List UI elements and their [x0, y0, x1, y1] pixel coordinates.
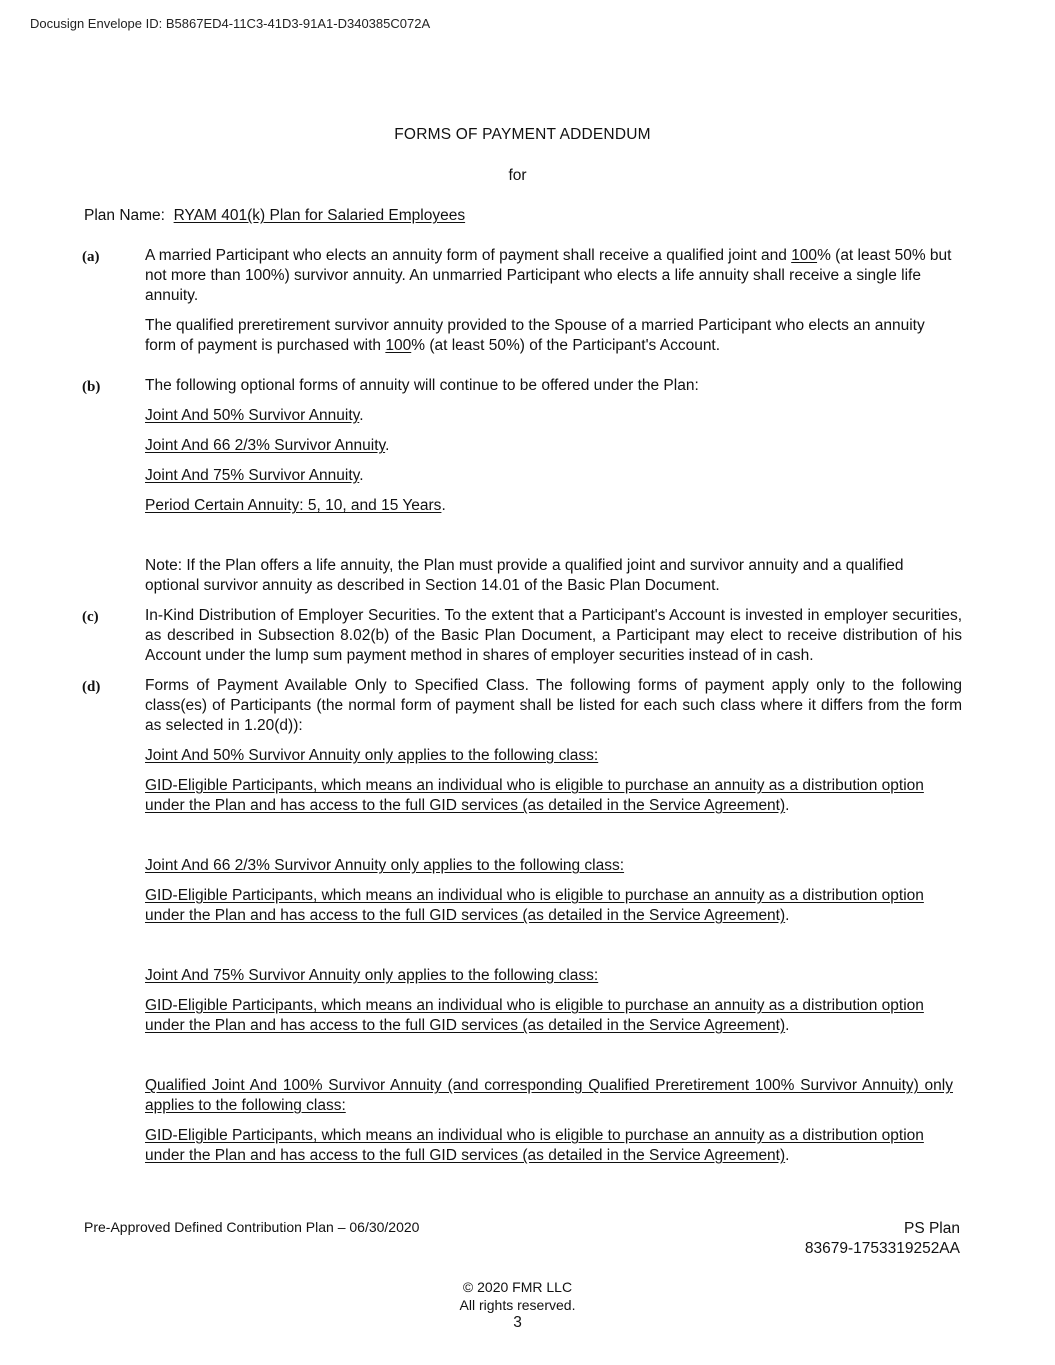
footer-plan-id [805, 1219, 960, 1259]
class-description [145, 776, 953, 816]
period: . [785, 1017, 790, 1034]
class-heading: Joint And 50% Survivor Annuity only applies to the following class: [145, 747, 599, 764]
period: . [785, 1147, 790, 1164]
copyright-block [0, 1278, 1035, 1314]
annuity-option [145, 496, 953, 516]
envelope-id: Docusign Envelope ID: B5867ED4-11C3-41D3-91A1-D340385C072A [30, 16, 431, 31]
section-b-label: (b) [82, 379, 101, 395]
plan-name-line [84, 207, 465, 225]
class-description [145, 1126, 953, 1166]
footer-plan-type: Pre-Approved Defined Contribution Plan – 06/30/2020 [84, 1219, 420, 1235]
class-description-text: GID-Eligible Participants, which means an individual who is eligible to purchase an annuity as a distribution option under the Plan and has access to the full GID services (as detailed in the Service Agreement) [145, 887, 924, 924]
annuity-option-label: Joint And 66 2/3% Survivor Annuity [145, 437, 386, 454]
class-heading: Joint And 75% Survivor Annuity only applies to the following class: [145, 967, 599, 984]
document-for: for [508, 167, 527, 184]
footer-ps-plan: PS Plan [903, 1220, 960, 1237]
period: . [359, 467, 364, 484]
section-d-text: Forms of Payment Available Only to Specified Class. The following forms of payment apply only to the following class(es) of Participants (the normal form of payment shall be listed for each such class where it differs from the form as selected in 1.20(d)): [145, 677, 962, 734]
annuity-option-label: Period Certain Annuity: 5, 10, and 15 Years [145, 497, 442, 514]
section-c-label: (c) [82, 609, 99, 625]
section-a-text: A married Participant who elects an annuity form of payment shall receive a qualified joint and [145, 247, 792, 264]
class-description-text: GID-Eligible Participants, which means an individual who is eligible to purchase an annuity as a distribution option under the Plan and has access to the full GID services (as detailed in the Service Agreement) [145, 997, 924, 1034]
period: . [785, 797, 790, 814]
class-heading: Qualified Joint And 100% Survivor Annuity (and corresponding Qualified Preretirement 100% Survivor Annuity) only applies to the following class: [145, 1077, 953, 1114]
plan-name-value: RYAM 401(k) Plan for Salaried Employees [173, 207, 466, 224]
class-description-text: GID-Eligible Participants, which means an individual who is eligible to purchase an annuity as a distribution option under the Plan and has access to the full GID services (as detailed in the Service Agreement) [145, 1127, 924, 1164]
qpsa-text-after: % (at least 50%) of the Participant's Account. [411, 337, 721, 354]
class-description-text: GID-Eligible Participants, which means an individual who is eligible to purchase an annuity as a distribution option under the Plan and has access to the full GID services (as detailed in the Service Agreement) [145, 777, 924, 814]
section-a-label: (a) [82, 249, 100, 265]
annuity-option-label: Joint And 50% Survivor Annuity [145, 407, 360, 424]
copyright: © 2020 FMR LLC [462, 1279, 573, 1295]
class-description [145, 886, 953, 926]
section-a-percent: 100 [791, 247, 818, 264]
section-a-text-after: % (at least 50% but not more than 100%) survivor annuity. An unmarried Participant who elects a life annuity shall receive a single life annuity. [145, 247, 952, 304]
class-heading: Joint And 66 2/3% Survivor Annuity only applies to the following class: [145, 857, 625, 874]
page-number: 3 [513, 1314, 522, 1331]
qpsa-percent: 100 [385, 337, 412, 354]
period: . [359, 407, 364, 424]
annuity-option-label: Joint And 75% Survivor Annuity [145, 467, 360, 484]
section-b [82, 376, 962, 396]
section-a [82, 246, 962, 306]
section-d [82, 676, 962, 736]
section-b-intro: The following optional forms of annuity will continue to be offered under the Plan: [145, 377, 699, 394]
section-a-paragraph-1 [145, 246, 962, 306]
annuity-option [145, 406, 953, 426]
rights-reserved: All rights reserved. [459, 1297, 576, 1313]
period: . [785, 907, 790, 924]
footer-plan-number: 83679-1753319252AA [804, 1240, 960, 1257]
annuity-option [145, 436, 953, 456]
qpsa-text: The qualified preretirement survivor annuity provided to the Spouse of a married Participant who elects an annuity form of payment is purchased with [145, 317, 925, 354]
class-description [145, 996, 953, 1036]
section-a-paragraph-2 [145, 316, 953, 356]
period: . [385, 437, 390, 454]
section-c [82, 606, 962, 666]
section-b-note: Note: If the Plan offers a life annuity, the Plan must provide a qualified joint and survivor annuity and a qualified optional survivor annuity as described in Section 14.01 of the Basic Plan Document. [145, 557, 904, 594]
annuity-option [145, 466, 953, 486]
document-title: FORMS OF PAYMENT ADDENDUM [394, 126, 651, 143]
plan-name-label: Plan Name: [84, 207, 165, 224]
section-c-text: In-Kind Distribution of Employer Securities. To the extent that a Participant's Account is invested in employer securities, as described in Subsection 8.02(b) of the Basic Plan Document, a Participant may elect to receive distribution of his Account under the lump sum payment method in shares of employer securities instead of in cash. [145, 607, 962, 664]
period: . [441, 497, 446, 514]
section-d-label: (d) [82, 679, 101, 695]
